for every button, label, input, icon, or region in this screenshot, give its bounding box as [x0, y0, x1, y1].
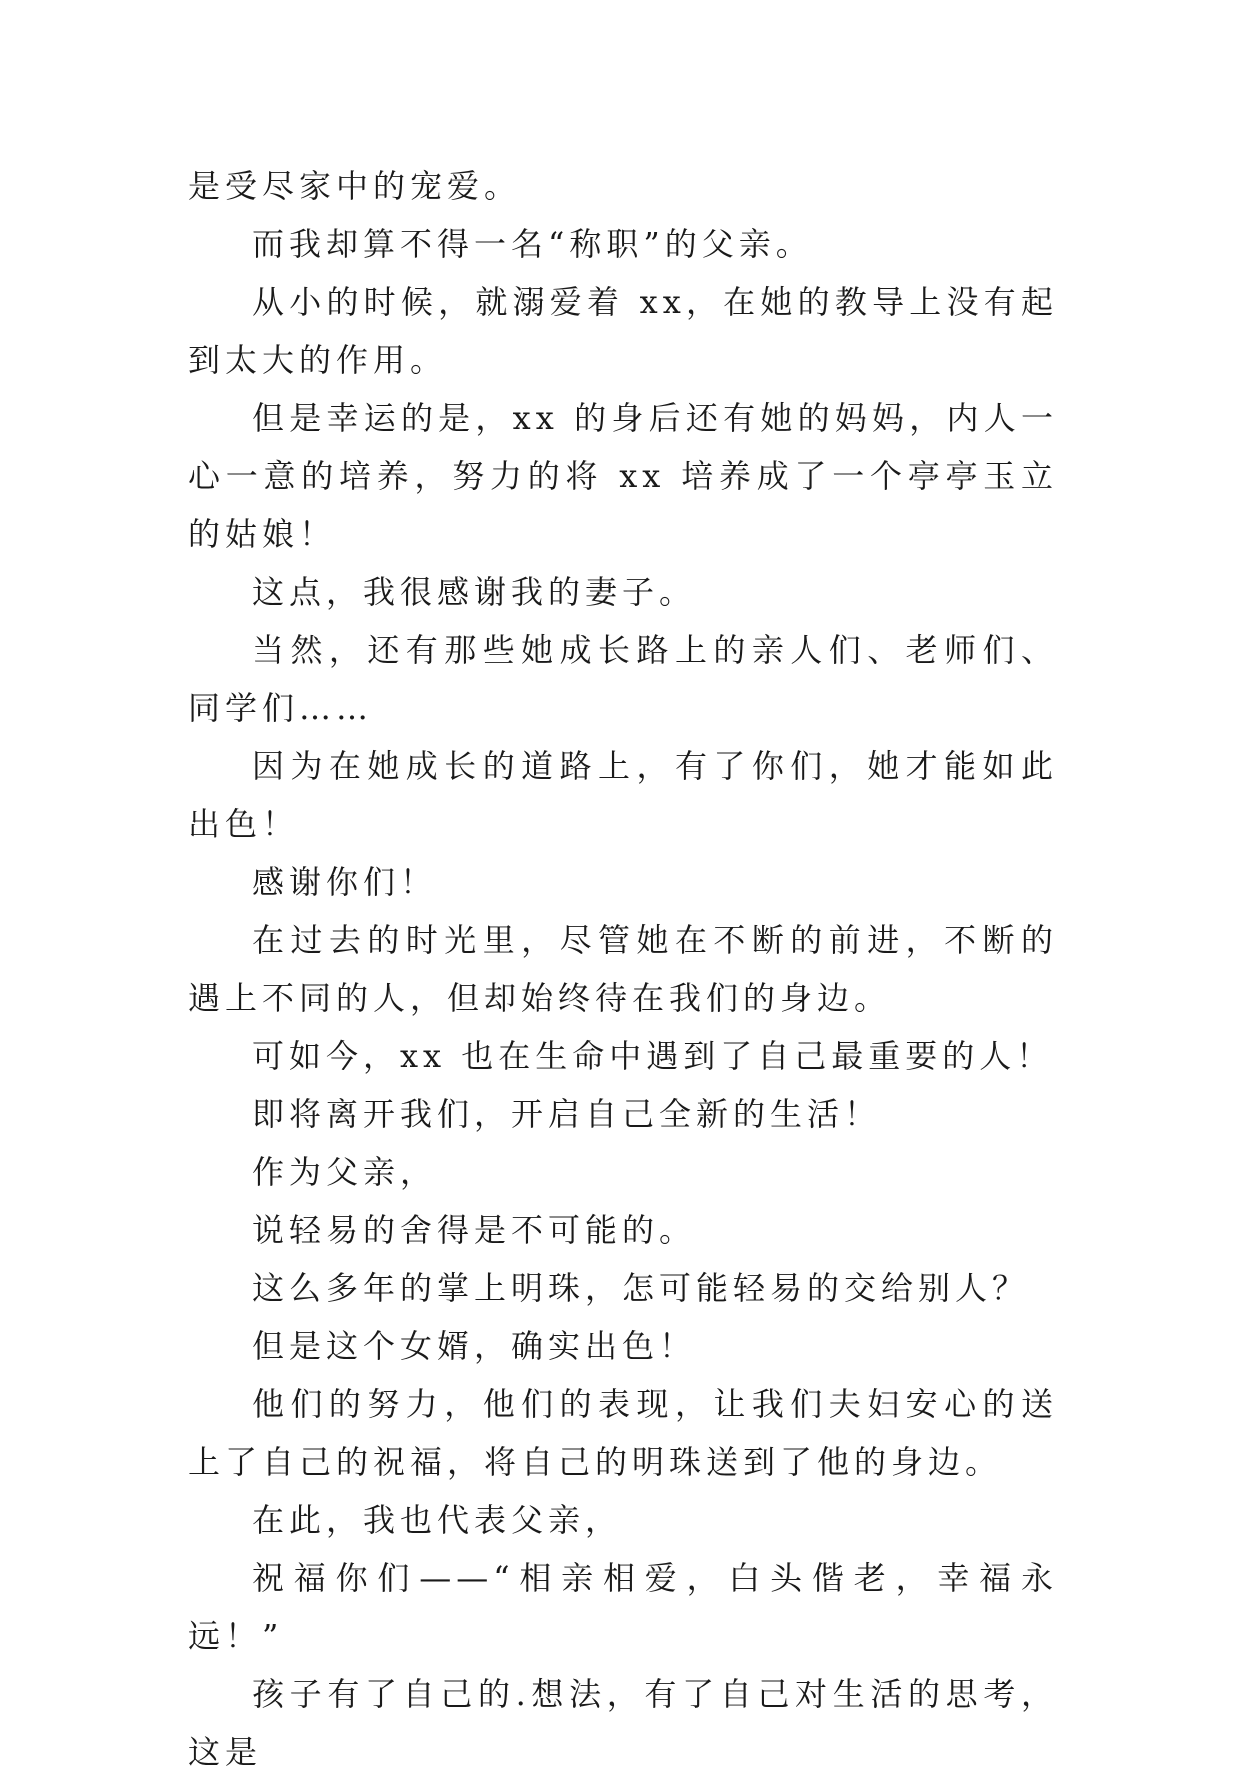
paragraph-12: 作为父亲， — [252, 1153, 438, 1191]
paragraph-5: 这点，我很感谢我的妻子。 — [252, 573, 697, 611]
paragraph-18: 祝福你们——“相亲相爱，白头偕老，幸福永远！” — [188, 1559, 1058, 1655]
paragraph-16: 他们的努力，他们的表现，让我们夫妇安心的送上了自己的祝福，将自己的明珠送到了他的身边。 — [188, 1385, 1058, 1481]
paragraph-19: 孩子有了自己的.想法，有了自己对生活的思考，这是 — [188, 1675, 1058, 1771]
paragraph-17: 在此，我也代表父亲， — [252, 1501, 623, 1539]
paragraph-3: 从小的时候，就溺爱着 xx，在她的教导上没有起到太大的作用。 — [188, 283, 1058, 379]
paragraph-2: 而我却算不得一名“称职”的父亲。 — [252, 225, 813, 263]
paragraph-13: 说轻易的舍得是不可能的。 — [252, 1211, 697, 1249]
paragraph-6: 当然，还有那些她成长路上的亲人们、老师们、同学们…… — [188, 631, 1058, 727]
paragraph-9: 在过去的时光里，尽管她在不断的前进，不断的遇上不同的人，但却始终待在我们的身边。 — [188, 921, 1058, 1017]
paragraph-10: 可如今，xx 也在生命中遇到了自己最重要的人！ — [252, 1037, 1054, 1075]
paragraph-1: 是受尽家中的宠爱。 — [188, 167, 522, 205]
paragraph-11: 即将离开我们，开启自己全新的生活！ — [252, 1095, 882, 1133]
paragraph-8: 感谢你们！ — [252, 863, 438, 901]
paragraph-14: 这么多年的掌上明珠，怎可能轻易的交给别人？ — [252, 1269, 1030, 1307]
paragraph-4: 但是幸运的是，xx 的身后还有她的妈妈，内人一心一意的培养，努力的将 xx 培养成了一个亭亭玉立的姑娘！ — [188, 399, 1058, 553]
paragraph-7: 因为在她成长的道路上，有了你们，她才能如此出色！ — [188, 747, 1058, 843]
paragraph-15: 但是这个女婿，确实出色！ — [252, 1327, 697, 1365]
body-text — [188, 157, 1058, 1781]
